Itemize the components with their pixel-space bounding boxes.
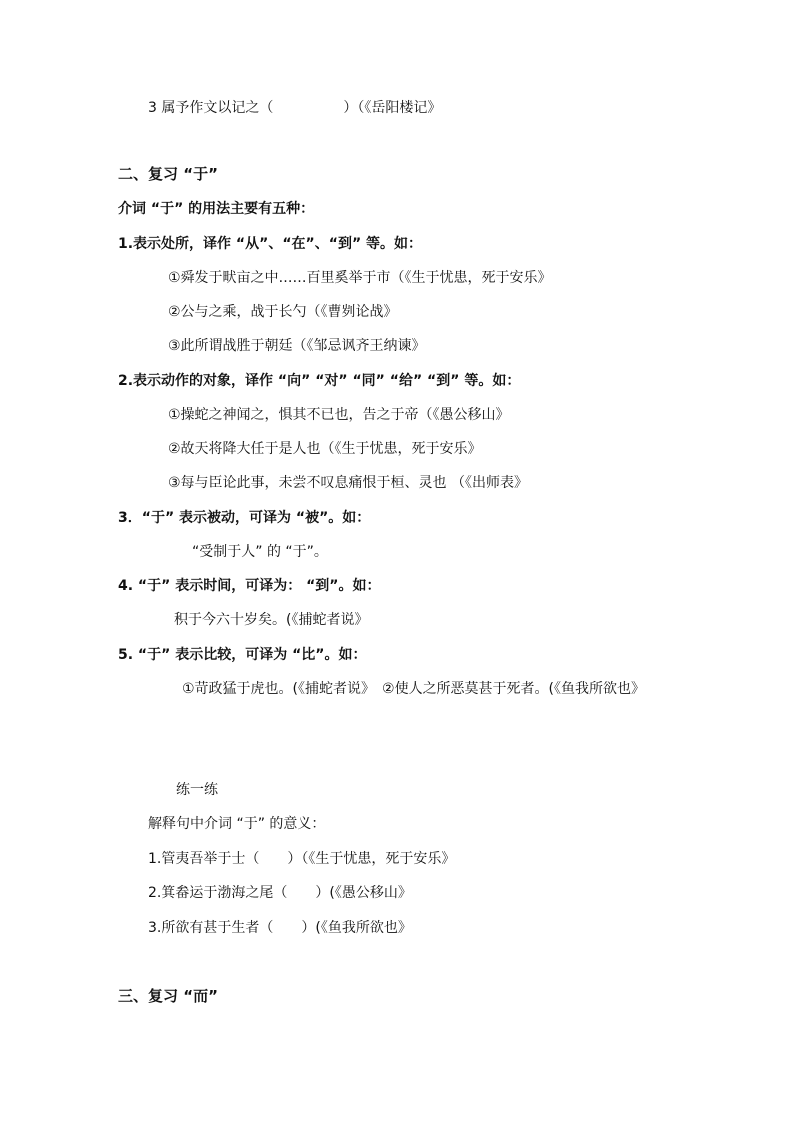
usage-5-heading: 5. “于” 表示比较，可译为 “比”。如：	[118, 647, 367, 663]
exercise-item-3: 3 属予作文以记之（ ）（《岳阳楼记》	[148, 100, 442, 116]
section-2-title: 二、复习 “于”	[118, 165, 218, 183]
usage-1-example-3: ③此所谓战胜于朝廷（《邹忌讽齐王纳谏》	[168, 338, 426, 354]
practice-item-2: 2.箕畚运于渤海之尾（ ）(《愚公移山》	[148, 885, 412, 901]
practice-title: 练一练	[176, 782, 218, 798]
section-2-intro: 介词 “于” 的用法主要有五种：	[118, 201, 315, 217]
usage-2-example-2: ②故天将降大任于是人也（《生于忧患，死于安乐》	[168, 441, 482, 457]
usage-2-heading: 2.表示动作的对象，译作 “向” “对” “同” “给” “到” 等。如：	[118, 373, 521, 389]
usage-1-example-1: ①舜发于畎亩之中……百里奚举于市（《生于忧患，死于安乐》	[168, 270, 552, 286]
section-3-title: 三、复习 “而”	[118, 987, 218, 1005]
usage-1-example-2: ②公与之乘，战于长勺（《曹刿论战》	[168, 304, 398, 320]
usage-4-example: 积于今六十岁矣。(《捕蛇者说》	[174, 612, 369, 628]
usage-3-example: “受制于人” 的 “于”。	[192, 544, 328, 560]
practice-item-1: 1.管夷吾举于士（ ）（《生于忧患，死于安乐》	[148, 851, 456, 867]
practice-instruction: 解释句中介词 “于” 的意义：	[148, 816, 326, 832]
usage-4-heading: 4. “于” 表示时间，可译为： “到”。如：	[118, 578, 381, 594]
usage-5-example: ①苛政猛于虎也。(《捕蛇者说》 ②使人之所恶莫甚于死者。(《鱼我所欲也》	[182, 681, 646, 697]
practice-item-3: 3.所欲有甚于生者（ ）(《鱼我所欲也》	[148, 920, 412, 936]
usage-3-heading: 3．“于” 表示被动，可译为 “被”。如：	[118, 510, 371, 526]
usage-2-example-1: ①操蛇之神闻之，惧其不已也，告之于帝（《愚公移山》	[168, 407, 510, 423]
usage-1-heading: 1.表示处所，译作 “从”、“在”、“到” 等。如：	[118, 236, 423, 252]
usage-2-example-3: ③每与臣论此事，未尝不叹息痛恨于桓、灵也 （《出师表》	[168, 475, 528, 491]
